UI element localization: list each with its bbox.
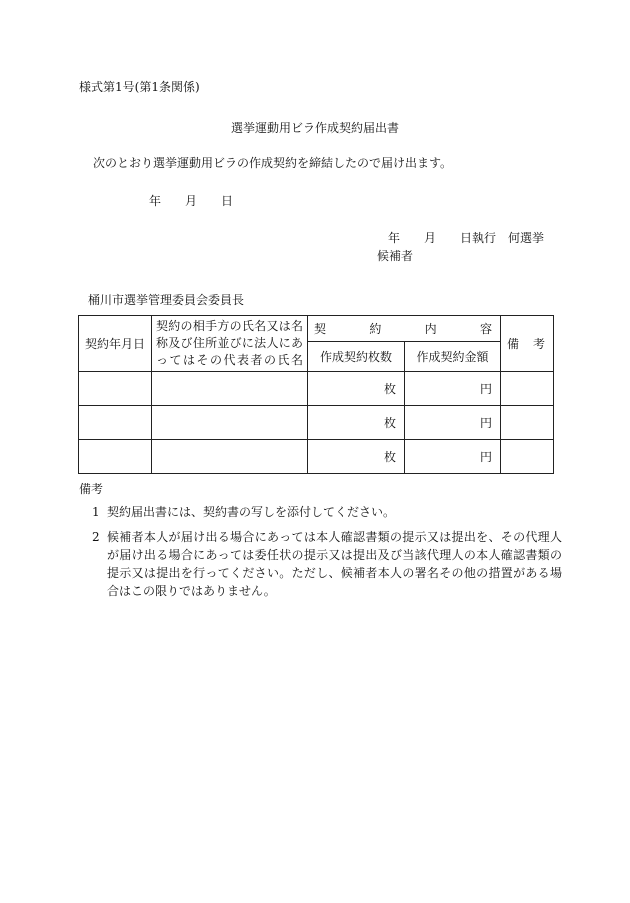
- cell-date[interactable]: [79, 440, 152, 474]
- intro-text: 次のとおり選挙運動用ビラの作成契約を締結したので届け出ます。: [93, 156, 453, 170]
- cell-amount[interactable]: 円: [405, 406, 501, 440]
- header-content-char: 内: [424, 321, 437, 336]
- cell-remarks[interactable]: [501, 440, 554, 474]
- cell-party[interactable]: [152, 440, 308, 474]
- notes-title: 備考: [79, 482, 104, 496]
- election-line: [388, 231, 544, 245]
- header-contract-amount: 作成契約金額: [405, 342, 501, 372]
- cell-date[interactable]: [79, 406, 152, 440]
- cell-party[interactable]: [152, 406, 308, 440]
- note-item: [92, 528, 562, 600]
- table-row: [79, 406, 554, 440]
- table-row: [79, 440, 554, 474]
- cell-remarks[interactable]: [501, 372, 554, 406]
- cell-amount[interactable]: 円: [405, 372, 501, 406]
- note-number: 1: [92, 505, 100, 519]
- election-month: 月: [424, 231, 437, 245]
- form-number: 様式第1号(第1条関係): [79, 80, 200, 94]
- header-remarks-char: 考: [532, 336, 545, 351]
- header-content-char: 約: [369, 321, 382, 336]
- note-number: 2: [92, 530, 100, 544]
- header-content-char: 容: [479, 321, 492, 336]
- election-year: 年: [388, 231, 401, 245]
- election-day-exec: 日執行: [460, 231, 497, 245]
- cell-amount[interactable]: 円: [405, 440, 501, 474]
- header-contract-party: 契約の相手方の氏名又は名称及び住所並びに法人にあってはその代表者の氏名: [152, 316, 308, 372]
- cell-count[interactable]: 枚: [308, 372, 405, 406]
- cell-count[interactable]: 枚: [308, 440, 405, 474]
- date-line: [149, 194, 233, 208]
- date-year: 年: [149, 194, 162, 208]
- candidate-label: 候補者: [377, 249, 414, 263]
- contract-table: [78, 315, 554, 474]
- note-text: 候補者本人が届け出る場合にあっては本人確認書類の提示又は提出を、その代理人が届け出る場合にあっては委任状の提示又は提出及び当該代理人の本人確認書類の提示又は提出を行ってください。ただし、候補者本人の署名その他の措置がある場合はこの限りではありません。: [107, 530, 562, 598]
- header-remarks-char: 備: [507, 336, 520, 351]
- header-content-char: 契: [314, 321, 327, 336]
- table-row: [79, 372, 554, 406]
- note-text: 契約届出書には、契約書の写しを添付してください。: [107, 505, 396, 519]
- header-contract-date: 契約年月日: [79, 316, 152, 372]
- header-sheet-count: 作成契約枚数: [308, 342, 405, 372]
- header-remarks: [501, 316, 554, 372]
- header-contract-content: [308, 316, 501, 342]
- date-day: 日: [221, 194, 234, 208]
- cell-party[interactable]: [152, 372, 308, 406]
- date-month: 月: [185, 194, 198, 208]
- document-title: 選挙運動用ビラ作成契約届出書: [230, 121, 399, 135]
- cell-date[interactable]: [79, 372, 152, 406]
- cell-count[interactable]: 枚: [308, 406, 405, 440]
- election-name: 何選挙: [508, 231, 545, 245]
- note-item: [92, 503, 562, 521]
- cell-remarks[interactable]: [501, 406, 554, 440]
- addressee: 桶川市選挙管理委員会委員長: [88, 293, 245, 307]
